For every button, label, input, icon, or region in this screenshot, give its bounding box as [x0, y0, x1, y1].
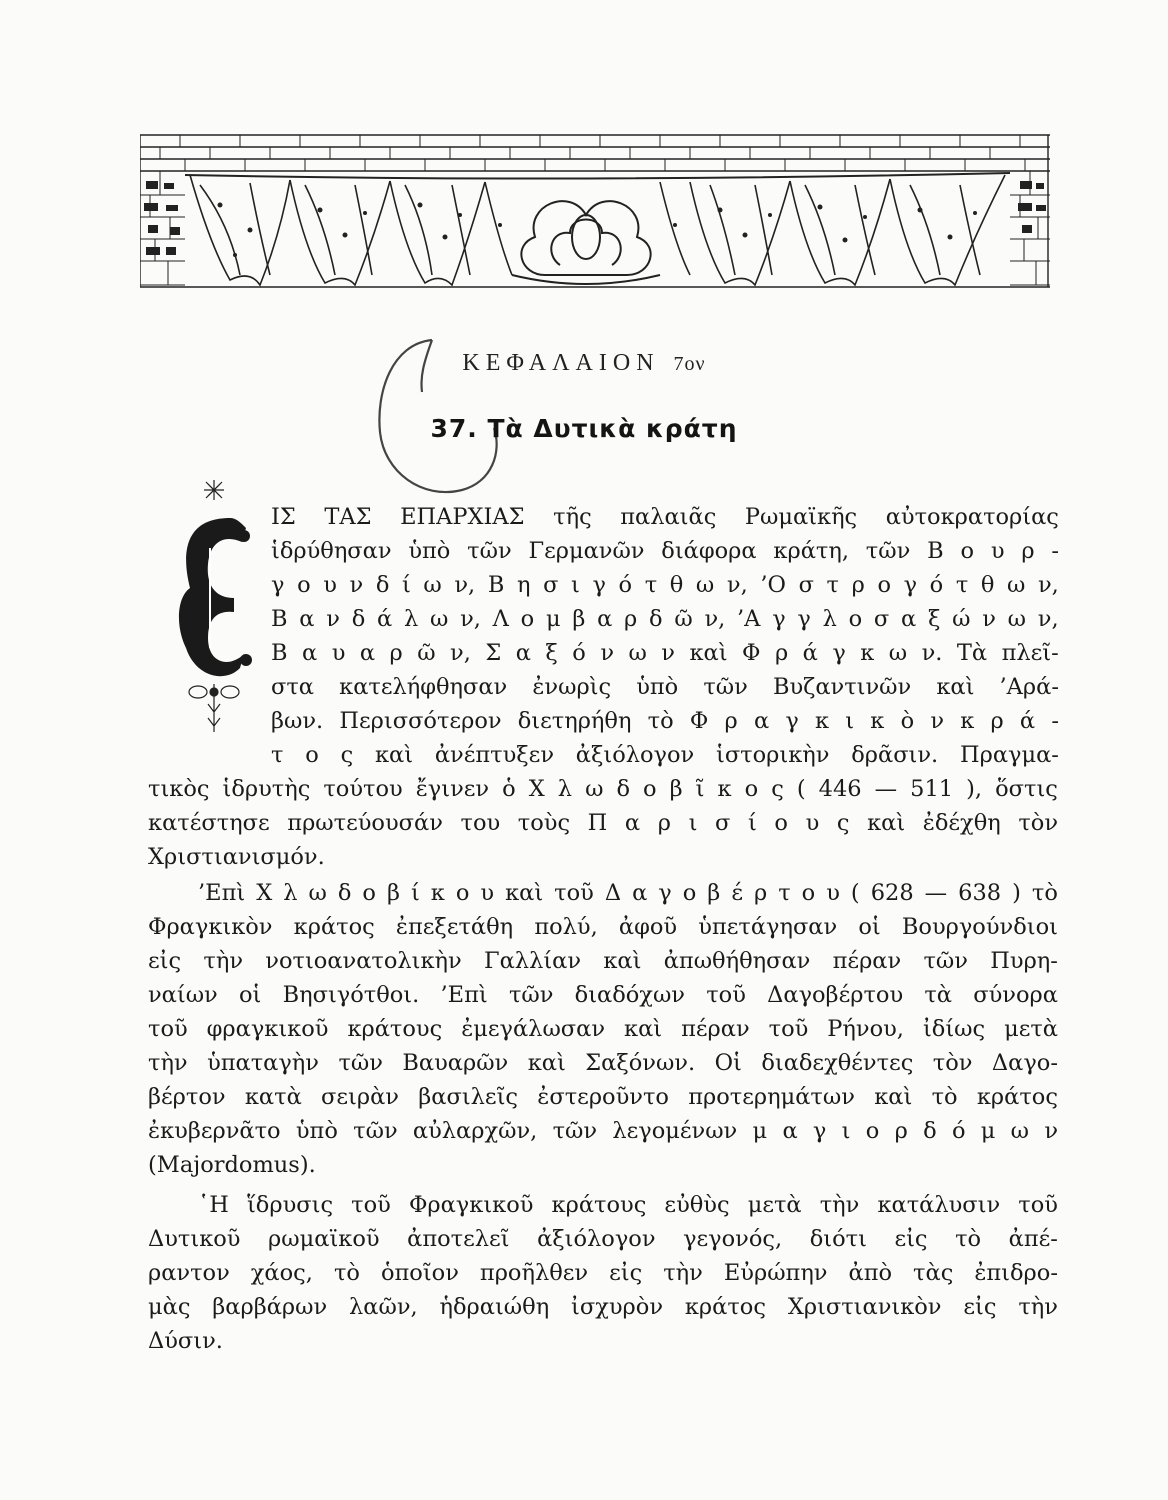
text-line: βέρτον κατὰ σειρὰν βασιλεῖς ἐστεροῦντο προτερημάτων καὶ τὸ κράτος — [148, 1084, 1058, 1110]
chapter-number: 7ον — [673, 353, 706, 375]
text-line: μὰς βαρβάρων λαῶν, ἡδραιώθη ἰσχυρὸν κράτος Χριστιανικὸν εἰς τὴν — [148, 1294, 1058, 1320]
text-line: γ ο υ ν δ ί ω ν, Β η σ ι γ ό τ θ ω ν, ’Ο σ τ ρ ο γ ό τ θ ω ν, — [271, 572, 1059, 598]
text-line: Φραγκικὸν κράτος ἐπεξετάθη πολύ, ἀφοῦ ὑπετάγησαν οἱ Βουργούνδιοι — [148, 914, 1058, 940]
chapter-label: ΚΕΦΑΛΑΙΟΝ — [462, 350, 660, 376]
ornamental-initial-epsilon — [168, 478, 260, 740]
text-line: τοῦ φραγκικοῦ κράτους ἐμεγάλωσαν καὶ πέραν τοῦ Ρήνου, ἰδίως μετὰ — [148, 1016, 1058, 1042]
curtain-headpiece-ornament — [140, 125, 1050, 295]
text-line: ῾Η ἵδρυσις τοῦ Φραγκικοῦ κράτους εὐθὺς μετὰ τὴν κατάλυσιν τοῦ — [198, 1192, 1058, 1218]
text-line: Δυτικοῦ ρωμαϊκοῦ ἀποτελεῖ ἀξιόλογον γεγονός, διότι εἰς τὸ ἀπέ- — [148, 1226, 1058, 1252]
text-line: εἰς τὴν νοτιοανατολικὴν Γαλλίαν καὶ ἀπωθήθησαν πέραν τῶν Πυρη- — [148, 948, 1058, 974]
text-line: Χριστιανισμόν. — [148, 844, 325, 870]
text-line: τ ο ς καὶ ἀνέπτυξεν ἀξιόλογον ἱστορικὴν δρᾶσιν. Πραγμα- — [271, 742, 1059, 768]
text-line: Δύσιν. — [148, 1328, 223, 1354]
text-line: τικὸς ἱδρυτὴς τούτου ἔγινεν ὁ Χ λ ω δ ο β ῖ κ ο ς ( 446 — 511 ), ὅστις — [148, 776, 1058, 802]
text-line: στα κατελήφθησαν ἐνωρὶς ὑπὸ τῶν Βυζαντινῶν καὶ ’Αρά- — [271, 674, 1059, 700]
text-line: ραντον χάος, τὸ ὁποῖον προῆλθεν εἰς τὴν Εὐρώπην ἀπὸ τὰς ἐπιδρο- — [148, 1260, 1058, 1286]
text-line: κατέστησε πρωτεύουσάν του τοὺς Π α ρ ι σ ί ο υ ς καὶ ἐδέχθη τὸν — [148, 810, 1058, 836]
text-line: τὴν ὑπαταγὴν τῶν Βαυαρῶν καὶ Σαξόνων. Οἱ διαδεχθέντες τὸν Δαγο- — [148, 1050, 1058, 1076]
text-line: ἱδρύθησαν ὑπὸ τῶν Γερμανῶν διάφορα κράτη, τῶν Β ο υ ρ - — [271, 538, 1059, 564]
chapter-heading — [0, 350, 1168, 377]
text-line: ( Major domus ). — [148, 1152, 316, 1178]
text-line: ναίων οἱ Βησιγότθοι. ’Επὶ τῶν διαδόχων τοῦ Δαγοβέρτου τὰ σύνορα — [148, 982, 1058, 1008]
section-title: 37. Τὰ Δυτικὰ κράτη — [430, 414, 738, 443]
text-line: Β α υ α ρ ῶ ν, Σ α ξ ό ν ω ν καὶ Φ ρ ά γ κ ω ν. Τὰ πλεῖ- — [271, 640, 1059, 666]
text-line: ΙΣ ΤΑΣ ΕΠΑΡΧΙΑΣ τῆς παλαιᾶς Ρωμαϊκῆς αὐτοκρατορίας — [271, 504, 1059, 530]
text-line: βων. Περισσότερον διετηρήθη τὸ Φ ρ α γ κ ι κ ὸ ν κ ρ ά - — [271, 708, 1059, 734]
text-line: ἐκυβερνᾶτο ὑπὸ τῶν αὐλαρχῶν, τῶν λεγομένων μ α γ ι ο ρ δ ό μ ω ν — [148, 1118, 1058, 1144]
text-line: Β α ν δ ά λ ω ν, Λ ο μ β α ρ δ ῶ ν, ’Α γ γ λ ο σ α ξ ώ ν ω ν, — [271, 606, 1059, 632]
text-line: ’Επὶ Χ λ ω δ ο β ί κ ο υ καὶ τοῦ Δ α γ ο β έ ρ τ ο υ ( 628 — 638 ) τὸ — [198, 880, 1058, 906]
